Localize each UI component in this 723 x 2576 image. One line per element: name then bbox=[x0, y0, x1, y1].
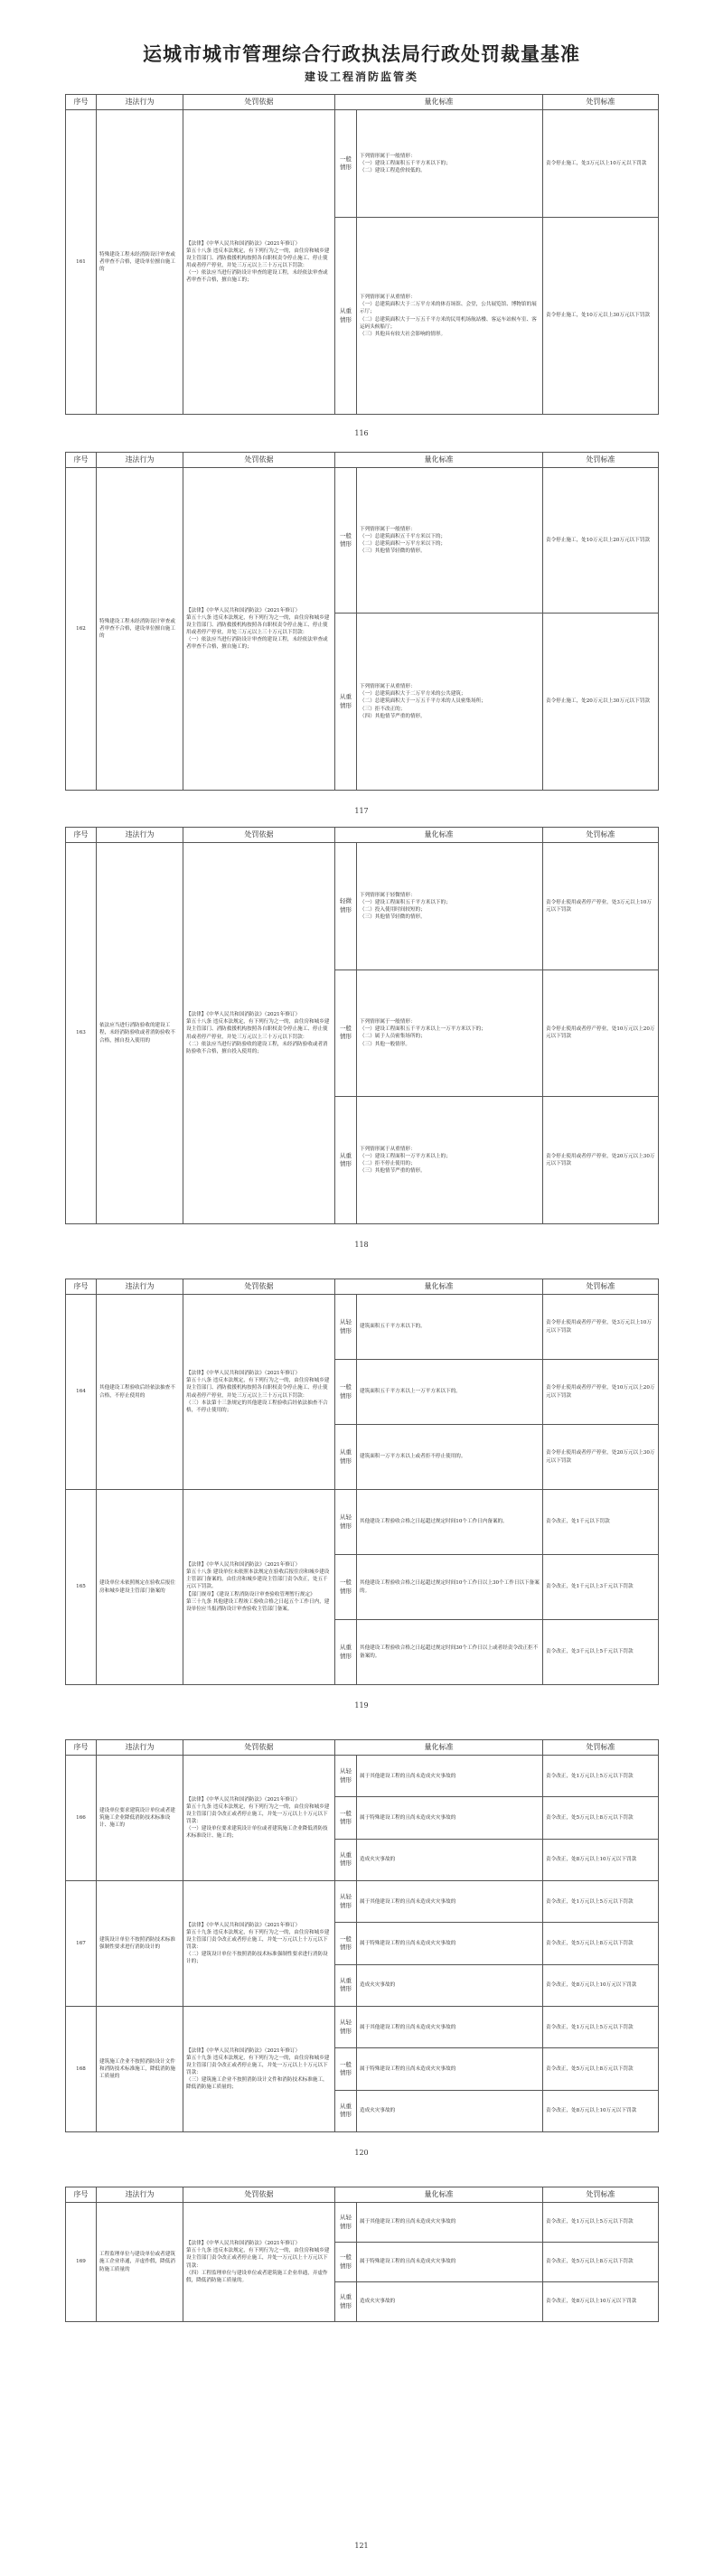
basis-paragraph: 第三十九条 其他建设工程竣工验收合格之日起五个工作日内，建设单位应当报消防设计审查验收主管部门备案。 bbox=[186, 1598, 330, 1612]
standard-line: （一）建设工程面积五千平方米以下的； bbox=[360, 899, 451, 905]
penalty-cell: 责令停止使用或者停产停业，处20万元以上30万元以下罚款 bbox=[543, 1425, 659, 1490]
table-row bbox=[66, 2203, 659, 2243]
basis-paragraph: 第五十八条 违反本法规定，有下列行为之一的，由住房和城乡建设主管部门、消防救援机构按照各自职权责令停止施工、停止使用或者停产停业，并处三万元以上三十万元以下罚款： bbox=[186, 1378, 330, 1399]
page-number: 119 bbox=[354, 1701, 369, 1710]
table-page bbox=[65, 1739, 658, 2132]
basis-paragraph: 【部门规章】《建设工程消防设计审查验收管理暂行规定》 bbox=[186, 1591, 315, 1597]
penalty-table bbox=[65, 1739, 659, 2132]
standard-line: （三）其他情节轻微的情形。 bbox=[360, 548, 426, 555]
standard-cell bbox=[357, 1555, 543, 1620]
standard-line: 属于特殊建设工程的且尚未造成火灾事故的 bbox=[360, 2065, 456, 2072]
basis-paragraph: 第五十八条 违反本法规定，有下列行为之一的，由住房和城乡建设主管部门、消防救援机构按照各自职权责令停止施工、停止使用或者停产停业，并处三万元以上三十万元以下罚款： bbox=[186, 614, 330, 635]
header-cell: 处罚标准 bbox=[543, 2187, 659, 2203]
level-cell: 一般情形 bbox=[335, 2048, 357, 2090]
row-number: 162 bbox=[66, 468, 97, 791]
penalty-cell: 责令改正，处1千元以上3千元以下罚款 bbox=[543, 1555, 659, 1620]
violation-cell: 建设单位未依照规定在验收后报住房和城乡建设主管部门备案的 bbox=[97, 1490, 183, 1685]
basis-paragraph: 【法律】《中华人民共和国消防法》（2021年修订） bbox=[186, 1796, 301, 1803]
penalty-cell: 责令改正，处1万元以上5万元以下罚款 bbox=[543, 1756, 659, 1797]
basis-cell bbox=[183, 2006, 335, 2131]
standard-cell bbox=[357, 1620, 543, 1685]
standard-line: 造成火灾事故的 bbox=[360, 1982, 396, 1989]
basis-paragraph: 【法律】《中华人民共和国消防法》（2021年修订） bbox=[186, 240, 301, 247]
level-cell: 从轻情形 bbox=[335, 2006, 357, 2047]
basis-paragraph: 第五十九条 违反本法规定，有下列行为之一的，由住房和城乡建设主管部门责令改正或者停止施工，并处一万元以上十万元以下罚款： bbox=[186, 2055, 330, 2075]
basis-cell bbox=[183, 1880, 335, 2006]
standard-line: 下列情形属于轻微情形： bbox=[360, 892, 416, 898]
page-number: 118 bbox=[354, 1241, 369, 1249]
row-number: 164 bbox=[66, 1295, 97, 1490]
table-row bbox=[66, 2006, 659, 2047]
basis-paragraph: （四）工程监理单位与建设单位或者建筑施工企业串通，弄虚作假，降低消防施工质量的。 bbox=[186, 2270, 328, 2283]
table-row bbox=[66, 1756, 659, 1797]
standard-line: （二）投入使用时间较短的； bbox=[360, 906, 426, 913]
standard-line: 造成火灾事故的 bbox=[360, 2299, 396, 2305]
penalty-cell: 责令改正，处8万元以上10万元以下罚款 bbox=[543, 2282, 659, 2322]
basis-paragraph: （一）建设单位要求建筑设计单位或者建筑施工企业降低消防技术标准设计、施工的； bbox=[186, 1826, 328, 1840]
header-cell: 违法行为 bbox=[97, 828, 183, 843]
standard-cell bbox=[357, 468, 543, 614]
basis-paragraph: 【法律】《中华人民共和国消防法》（2021年修订） bbox=[186, 1922, 301, 1928]
basis-paragraph: （二）依法应当进行消防验收的建设工程，未经消防验收或者消防验收不合格，擅自投入使用的； bbox=[186, 1041, 328, 1054]
standard-line: 属于特殊建设工程的且尚未造成火灾事故的 bbox=[360, 1814, 456, 1821]
header-cell: 序号 bbox=[66, 1740, 97, 1756]
header-cell: 处罚标准 bbox=[543, 1279, 659, 1295]
header-cell: 序号 bbox=[66, 2187, 97, 2203]
standard-cell bbox=[357, 2282, 543, 2322]
header-cell: 处罚标准 bbox=[543, 828, 659, 843]
basis-paragraph: （一）依法应当进行消防设计审查的建设工程，未经依法审查或者审查不合格，擅自施工的； bbox=[186, 637, 328, 651]
penalty-cell: 责令改正，处8万元以上10万元以下罚款 bbox=[543, 1839, 659, 1880]
header-cell: 处罚依据 bbox=[183, 828, 335, 843]
standard-line: （一）建设工程面积五千平方米以下的； bbox=[360, 160, 451, 166]
level-cell: 一般情形 bbox=[335, 1923, 357, 1964]
level-cell: 从轻情形 bbox=[335, 1295, 357, 1360]
basis-cell bbox=[183, 1490, 335, 1685]
row-number: 168 bbox=[66, 2006, 97, 2131]
basis-paragraph: 【法律】《中华人民共和国消防法》（2021年修订） bbox=[186, 2047, 301, 2054]
level-cell: 一般情形 bbox=[335, 1797, 357, 1839]
level-cell: 从重情形 bbox=[335, 1839, 357, 1880]
document-subtitle: 建设工程消防监管类 bbox=[304, 70, 418, 83]
penalty-cell: 责令停止施工，处10万元以上30万元以下罚款 bbox=[543, 218, 659, 415]
header-cell: 处罚依据 bbox=[183, 1279, 335, 1295]
standard-line: 下列情形属于一般情形： bbox=[360, 526, 416, 532]
basis-paragraph: 【法律】《中华人民共和国消防法》（2021年修订） bbox=[186, 1371, 301, 1377]
header-cell: 处罚标准 bbox=[543, 1740, 659, 1756]
basis-cell bbox=[183, 468, 335, 791]
standard-line: （二）属于人员密集场所的； bbox=[360, 1034, 426, 1040]
table-header-row bbox=[66, 828, 659, 843]
standard-line: 属于特殊建设工程的且尚未造成火灾事故的 bbox=[360, 2259, 456, 2265]
standard-line: （二）总建筑面积大于一万五千平方米的人员密集场所； bbox=[360, 698, 486, 705]
penalty-cell: 责令停止使用或者停产停业，处10万元以上20万元以下罚款 bbox=[543, 1360, 659, 1425]
standard-line: 属于特殊建设工程的且尚未造成火灾事故的 bbox=[360, 1940, 456, 1946]
row-number: 163 bbox=[66, 843, 97, 1224]
penalty-table bbox=[65, 94, 659, 415]
standard-line: 属于其他建设工程的且尚未造成火灾事故的 bbox=[360, 1773, 456, 1779]
standard-cell bbox=[357, 1797, 543, 1839]
penalty-cell: 责令改正，处1万元以上5万元以下罚款 bbox=[543, 1880, 659, 1922]
standard-cell bbox=[357, 1923, 543, 1964]
standard-line: （一）建设工程面积五千平方米以上一万平方米以下的； bbox=[360, 1026, 486, 1033]
basis-paragraph: 第五十八条 违反本法规定，有下列行为之一的，由住房和城乡建设主管部门、消防救援机构按照各自职权责令停止施工、停止使用或者停产停业，并处三万元以上三十万元以下罚款： bbox=[186, 1019, 330, 1040]
penalty-table bbox=[65, 2187, 659, 2322]
table-page bbox=[65, 2187, 658, 2322]
basis-paragraph: 第五十八条 违反本法规定，有下列行为之一的，由住房和城乡建设主管部门、消防救援机构按照各自职权责令停止施工、停止使用或者停产停业，并处三万元以上三十万元以下罚款： bbox=[186, 248, 330, 268]
level-cell: 一般情形 bbox=[335, 2243, 357, 2282]
row-number: 161 bbox=[66, 110, 97, 415]
standard-cell bbox=[357, 1295, 543, 1360]
penalty-cell: 责令改正，处5万元以上8万元以下罚款 bbox=[543, 1923, 659, 1964]
table-page bbox=[65, 452, 658, 791]
header-cell: 量化标准 bbox=[335, 95, 543, 110]
basis-paragraph: （三）本法第十三条规定的其他建设工程验收后经依法抽查不合格，不停止使用的； bbox=[186, 1400, 328, 1413]
table-row bbox=[66, 843, 659, 970]
page-number: 120 bbox=[354, 2149, 369, 2157]
penalty-cell: 责令改正，处8万元以上10万元以下罚款 bbox=[543, 2090, 659, 2131]
header-cell: 量化标准 bbox=[335, 828, 543, 843]
level-cell: 从重情形 bbox=[335, 614, 357, 791]
level-cell: 从重情形 bbox=[335, 218, 357, 415]
basis-cell bbox=[183, 1756, 335, 1881]
level-cell: 一般情形 bbox=[335, 1555, 357, 1620]
header-cell: 量化标准 bbox=[335, 1279, 543, 1295]
table-header-row bbox=[66, 95, 659, 110]
penalty-cell: 责令停止使用或者停产停业，处3万元以上10万元以下罚款 bbox=[543, 843, 659, 970]
penalty-table bbox=[65, 452, 659, 791]
header-cell: 量化标准 bbox=[335, 453, 543, 468]
standard-cell bbox=[357, 1964, 543, 2006]
basis-cell bbox=[183, 843, 335, 1224]
header-cell: 违法行为 bbox=[97, 453, 183, 468]
header-cell: 处罚标准 bbox=[543, 95, 659, 110]
standard-line: 造成火灾事故的 bbox=[360, 2108, 396, 2114]
standard-cell bbox=[357, 1756, 543, 1797]
standard-cell bbox=[357, 1360, 543, 1425]
standard-line: 建筑面积五千平方米以上一万平方米以下的。 bbox=[360, 1389, 461, 1395]
row-number: 169 bbox=[66, 2203, 97, 2322]
violation-cell: 特殊建设工程未经消防设计审查或者审查不合格，建设单位擅自施工的 bbox=[97, 110, 183, 415]
header-cell: 处罚依据 bbox=[183, 1740, 335, 1756]
penalty-cell: 责令改正，处1千元以下罚款 bbox=[543, 1490, 659, 1555]
level-cell: 一般情形 bbox=[335, 110, 357, 218]
basis-cell bbox=[183, 110, 335, 415]
penalty-cell: 责令停止施工，处20万元以上30万元以下罚款 bbox=[543, 614, 659, 791]
row-number: 165 bbox=[66, 1490, 97, 1685]
table-header-row bbox=[66, 2187, 659, 2203]
standard-line: 其他建设工程验收合格之日起超过规定时间30个工作日以上或者经责令改正拒不备案的。 bbox=[360, 1645, 539, 1659]
header-cell: 量化标准 bbox=[335, 1740, 543, 1756]
penalty-cell: 责令改正，处5万元以上8万元以下罚款 bbox=[543, 1797, 659, 1839]
standard-cell bbox=[357, 2006, 543, 2047]
penalty-cell: 责令停止施工，处10万元以上20万元以下罚款 bbox=[543, 468, 659, 614]
standard-cell bbox=[357, 614, 543, 791]
standard-line: 属于其他建设工程的且尚未造成火灾事故的 bbox=[360, 1898, 456, 1905]
standard-line: （二）拒不停止使用的； bbox=[360, 1161, 416, 1167]
standard-line: （三）拒不改正的； bbox=[360, 706, 406, 712]
table-row bbox=[66, 110, 659, 218]
header-cell: 处罚标准 bbox=[543, 453, 659, 468]
header-cell: 序号 bbox=[66, 453, 97, 468]
violation-cell: 工程监理单位与建设单位或者建筑施工企业串通，弄虚作假，降低消防施工质量的 bbox=[97, 2203, 183, 2322]
row-number: 166 bbox=[66, 1756, 97, 1881]
standard-cell bbox=[357, 2090, 543, 2131]
standard-line: 下列情形属于从重情形： bbox=[360, 684, 416, 690]
page-number: 121 bbox=[354, 2542, 369, 2550]
basis-cell bbox=[183, 1295, 335, 1490]
standard-cell bbox=[357, 2048, 543, 2090]
penalty-cell: 责令改正，处3千元以上5千元以下罚款 bbox=[543, 1620, 659, 1685]
basis-paragraph: （一）依法应当进行消防设计审查的建设工程，未经依法审查或者审查不合格，擅自施工的； bbox=[186, 270, 328, 284]
level-cell: 从轻情形 bbox=[335, 2203, 357, 2243]
header-cell: 违法行为 bbox=[97, 2187, 183, 2203]
table-page bbox=[65, 1279, 658, 1685]
standard-line: 建筑面积五千平方米以下的。 bbox=[360, 1324, 426, 1330]
penalty-cell: 责令停止使用或者停产停业，处10万元以上20万元以下罚款 bbox=[543, 970, 659, 1097]
standard-cell bbox=[357, 110, 543, 218]
level-cell: 从轻情形 bbox=[335, 1490, 357, 1555]
standard-line: 下列情形属于从重情形： bbox=[360, 1146, 416, 1152]
penalty-cell: 责令停止施工，处3万元以上10万元以下罚款 bbox=[543, 110, 659, 218]
page-number: 117 bbox=[354, 807, 369, 815]
level-cell: 一般情形 bbox=[335, 970, 357, 1097]
table-header-row bbox=[66, 1740, 659, 1756]
violation-cell: 建筑设计单位不按照消防技术标准强制性要求进行消防设计的 bbox=[97, 1880, 183, 2006]
header-cell: 量化标准 bbox=[335, 2187, 543, 2203]
header-cell: 序号 bbox=[66, 95, 97, 110]
basis-paragraph: 第五十九条 违反本法规定，有下列行为之一的，由住房和城乡建设主管部门责令改正或者停止施工，并处一万元以上十万元以下罚款： bbox=[186, 2248, 330, 2269]
level-cell: 一般情形 bbox=[335, 1360, 357, 1425]
basis-paragraph: 【法律】《中华人民共和国消防法》（2021年修订） bbox=[186, 1562, 301, 1569]
header-cell: 违法行为 bbox=[97, 95, 183, 110]
level-cell: 从轻情形 bbox=[335, 1880, 357, 1922]
standard-cell bbox=[357, 1425, 543, 1490]
standard-cell bbox=[357, 843, 543, 970]
table-header-row bbox=[66, 453, 659, 468]
table-page bbox=[65, 94, 658, 415]
standard-line: （二）总建筑面积大于一万五千平方米的民用机场航站楼、客运车站候车室、客运码头候船厅； bbox=[360, 316, 537, 330]
level-cell: 从轻情形 bbox=[335, 1756, 357, 1797]
standard-cell bbox=[357, 218, 543, 415]
level-cell: 从重情形 bbox=[335, 2282, 357, 2322]
document-title: 运城市城市管理综合行政执法局行政处罚裁量基准 bbox=[143, 42, 580, 65]
penalty-cell: 责令改正，处8万元以上10万元以下罚款 bbox=[543, 1964, 659, 2006]
standard-line: 建筑面积一万平方米以上或者拒不停止使用的。 bbox=[360, 1454, 466, 1460]
standard-line: （三）其他一般情形。 bbox=[360, 1041, 410, 1047]
header-cell: 处罚依据 bbox=[183, 2187, 335, 2203]
standard-line: （三）其他具有较大社会影响的情形。 bbox=[360, 331, 446, 337]
standard-line: （一）建设工程面积一万平方米以上的； bbox=[360, 1154, 451, 1160]
standard-line: 其他建设工程验收合格之日起超过规定时间10个工作日内备案的。 bbox=[360, 1519, 508, 1525]
level-cell: 从重情形 bbox=[335, 1620, 357, 1685]
level-cell: 轻微情形 bbox=[335, 843, 357, 970]
table-header-row bbox=[66, 1279, 659, 1295]
basis-paragraph: 第五十九条 违反本法规定，有下列行为之一的，由住房和城乡建设主管部门责令改正或者停止施工，并处一万元以上十万元以下罚款： bbox=[186, 1929, 330, 1950]
table-page bbox=[65, 827, 658, 1224]
penalty-table bbox=[65, 827, 659, 1224]
basis-paragraph: 【法律】《中华人民共和国消防法》（2021年修订） bbox=[186, 1012, 301, 1018]
basis-paragraph: （三）建筑施工企业不按照消防设计文件和消防技术标准施工，降低消防施工质量的； bbox=[186, 2077, 328, 2091]
basis-paragraph: 第五十九条 违反本法规定，有下列行为之一的，由住房和城乡建设主管部门责令改正或者停止施工，并处一万元以上十万元以下罚款： bbox=[186, 1803, 330, 1824]
header-cell: 处罚依据 bbox=[183, 453, 335, 468]
table-row bbox=[66, 1490, 659, 1555]
level-cell: 从重情形 bbox=[335, 1425, 357, 1490]
page-number: 116 bbox=[354, 429, 369, 437]
standard-line: （二）总建筑面积一万平方米以下的； bbox=[360, 541, 446, 548]
basis-paragraph: 第五十八条 建设单位未依照本法规定在验收后报住房和城乡建设主管部门备案的，由住房和城乡建设主管部门责令改正，处五千元以下罚款。 bbox=[186, 1569, 330, 1590]
standard-line: （三）其他情节严重的情形。 bbox=[360, 1168, 426, 1175]
level-cell: 从重情形 bbox=[335, 1964, 357, 2006]
standard-line: （一）总建筑面积大于二万平方米的公共建筑； bbox=[360, 691, 466, 698]
violation-cell: 建筑施工企业不按照消防设计文件和消防技术标准施工，降低消防施工质量的 bbox=[97, 2006, 183, 2131]
standard-line: （一）总建筑面积大于二万平方米的体育场馆、会堂，公共展览馆、博物馆的展示厅； bbox=[360, 302, 537, 315]
basis-paragraph: 【法律】《中华人民共和国消防法》（2021年修订） bbox=[186, 607, 301, 614]
violation-cell: 依法应当进行消防验收的建设工程，未经消防验收或者消防验收不合格，擅自投入使用的 bbox=[97, 843, 183, 1224]
penalty-cell: 责令停止使用或者停产停业，处20万元以上30万元以下罚款 bbox=[543, 1097, 659, 1224]
basis-paragraph: 【法律】《中华人民共和国消防法》（2021年修订） bbox=[186, 2241, 301, 2247]
standard-line: 属于其他建设工程的且尚未造成火灾事故的 bbox=[360, 2024, 456, 2030]
standard-line: 属于其他建设工程的且尚未造成火灾事故的 bbox=[360, 2219, 456, 2225]
standard-line: 造成火灾事故的 bbox=[360, 1857, 396, 1863]
standard-line: 下列情形属于从重情形： bbox=[360, 295, 416, 301]
basis-cell bbox=[183, 2203, 335, 2322]
standard-cell bbox=[357, 1490, 543, 1555]
standard-line: 下列情形属于一般情形： bbox=[360, 1019, 416, 1026]
standard-cell bbox=[357, 1097, 543, 1224]
standard-line: （二）建设工程造价较低的。 bbox=[360, 168, 426, 174]
table-row bbox=[66, 468, 659, 614]
level-cell: 从重情形 bbox=[335, 1097, 357, 1224]
standard-cell bbox=[357, 2243, 543, 2282]
penalty-cell: 责令改正，处5万元以上8万元以下罚款 bbox=[543, 2048, 659, 2090]
penalty-cell: 责令改正，处1万元以上5万元以下罚款 bbox=[543, 2006, 659, 2047]
level-cell: 从重情形 bbox=[335, 2090, 357, 2131]
header-cell: 违法行为 bbox=[97, 1740, 183, 1756]
table-row bbox=[66, 1880, 659, 1922]
violation-cell: 建设单位要求建筑设计单位或者建筑施工企业降低消防技术标准设计、施工的 bbox=[97, 1756, 183, 1881]
header-cell: 处罚依据 bbox=[183, 95, 335, 110]
standard-cell bbox=[357, 2203, 543, 2243]
standard-line: 其他建设工程验收合格之日起超过规定时间10个工作日以上30个工作日以下备案的。 bbox=[360, 1580, 540, 1594]
basis-paragraph: （二）建筑设计单位不按照消防技术标准强制性要求进行消防设计的； bbox=[186, 1952, 328, 1965]
standard-line: （一）总建筑面积五千平方米以下的； bbox=[360, 533, 446, 539]
table-row bbox=[66, 1295, 659, 1360]
standard-line: （四）其他情节严重的情形。 bbox=[360, 713, 426, 719]
violation-cell: 其他建设工程验收后经依法抽查不合格，不停止使用的 bbox=[97, 1295, 183, 1490]
penalty-cell: 责令改正，处1万元以上5万元以下罚款 bbox=[543, 2203, 659, 2243]
standard-line: 下列情形属于一般情形： bbox=[360, 153, 416, 159]
standard-cell bbox=[357, 970, 543, 1097]
header-cell: 序号 bbox=[66, 828, 97, 843]
header-cell: 序号 bbox=[66, 1279, 97, 1295]
penalty-cell: 责令停止使用或者停产停业，处3万元以上10万元以下罚款 bbox=[543, 1295, 659, 1360]
row-number: 167 bbox=[66, 1880, 97, 2006]
header-cell: 违法行为 bbox=[97, 1279, 183, 1295]
level-cell: 一般情形 bbox=[335, 468, 357, 614]
standard-cell bbox=[357, 1880, 543, 1922]
penalty-table bbox=[65, 1279, 659, 1685]
standard-line: （三）其他情节轻微的情形。 bbox=[360, 913, 426, 920]
penalty-cell: 责令改正，处5万元以上8万元以下罚款 bbox=[543, 2243, 659, 2282]
standard-cell bbox=[357, 1839, 543, 1880]
violation-cell: 特殊建设工程未经消防设计审查或者审查不合格，建设单位擅自施工的 bbox=[97, 468, 183, 791]
